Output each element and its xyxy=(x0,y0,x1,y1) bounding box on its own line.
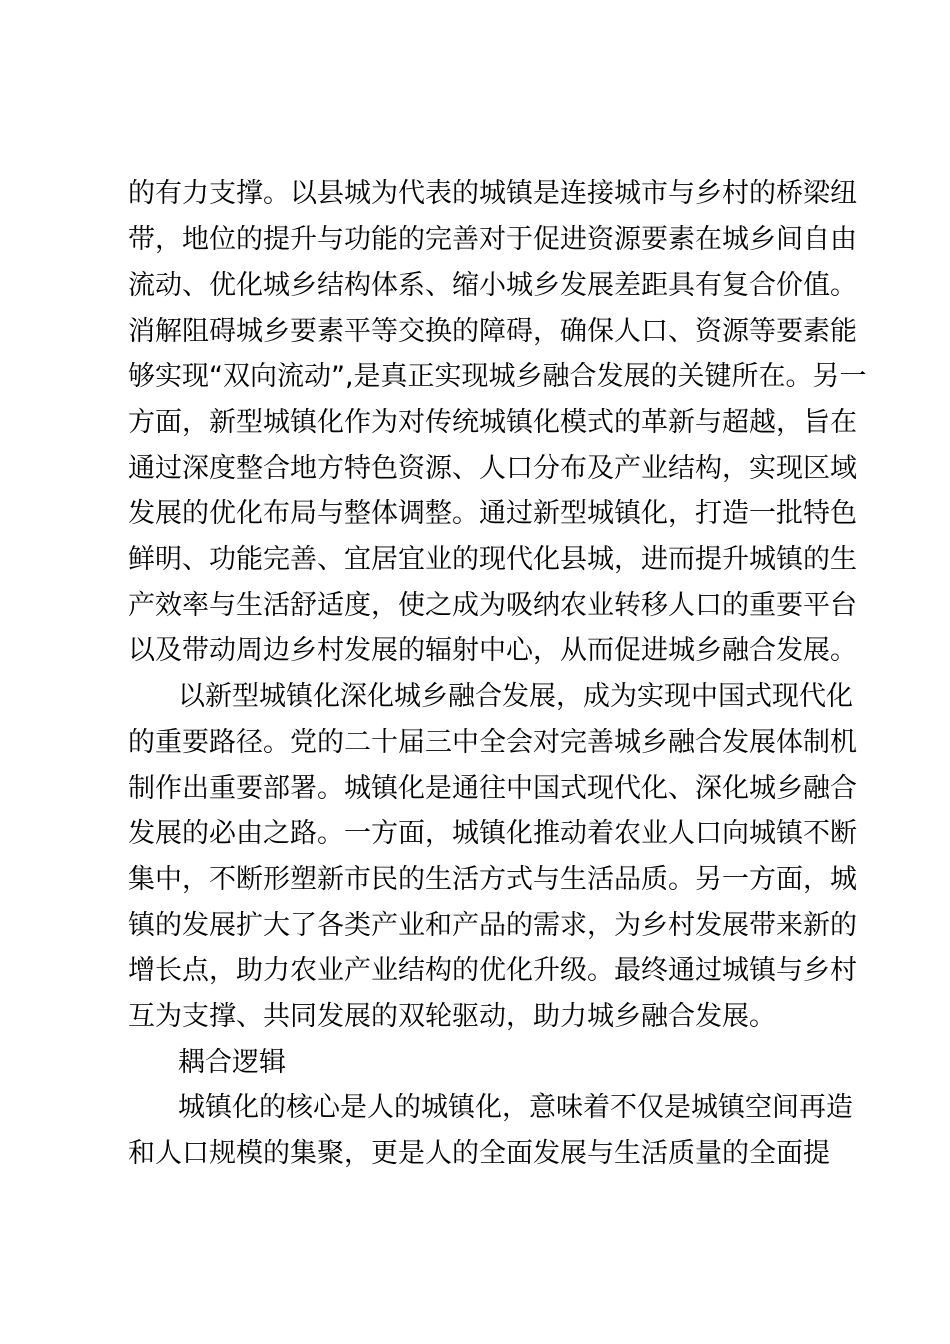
text-line: 消解阻碍城乡要素平等交换的障碍，确保人口、资源等要素能 xyxy=(128,316,857,347)
text-line: 制作出重要部署。城镇化是通往中国式现代化、深化城乡融合 xyxy=(128,773,857,804)
text-line: 带，地位的提升与功能的完善对于促进资源要素在城乡间自由 xyxy=(128,224,857,255)
text-line: 镇的发展扩大了各类产业和产品的需求，为乡村发展带来新的 xyxy=(128,910,857,941)
paragraph-first-line: 城镇化的核心是人的城镇化，意味着不仅是城镇空间再造 xyxy=(178,1092,853,1123)
text-line: 发展的必由之路。一方面，城镇化推动着农业人口向城镇不断 xyxy=(128,818,857,849)
paragraph-first-line: 以新型城镇化深化城乡融合发展，成为实现中国式现代化 xyxy=(178,681,853,712)
text-line: 互为支撑、共同发展的双轮驱动，助力城乡融合发展。 xyxy=(128,1001,776,1032)
text-line: 的重要路径。党的二十届三中全会对完善城乡融合发展体制机 xyxy=(128,727,857,758)
text-line: 以及带动周边乡村发展的辐射中心，从而促进城乡融合发展。 xyxy=(128,635,857,666)
text-line: 通过深度整合地方特色资源、人口分布及产业结构，实现区域 xyxy=(128,453,857,484)
text-line: 和人口规模的集聚，更是人的全面发展与生活质量的全面提 xyxy=(128,1138,830,1169)
text-line: 鲜明、功能完善、宜居宜业的现代化县城，进而提升城镇的生 xyxy=(128,544,857,575)
text-line: 流动、优化城乡结构体系、缩小城乡发展差距具有复合价值。 xyxy=(128,270,857,301)
text-line: 产效率与生活舒适度，使之成为吸纳农业转移人口的重要平台 xyxy=(128,590,857,621)
text-line: 方面，新型城镇化作为对传统城镇化模式的革新与超越，旨在 xyxy=(128,407,857,438)
section-heading: 耦合逻辑 xyxy=(178,1047,286,1078)
text-line: 增长点，助力农业产业结构的优化升级。最终通过城镇与乡村 xyxy=(128,955,857,986)
text-line: 的有力支撑。以县城为代表的城镇是连接城市与乡村的桥梁纽 xyxy=(128,178,857,209)
text-line: 发展的优化布局与整体调整。通过新型城镇化，打造一批特色 xyxy=(128,498,857,529)
text-line: 集中，不断形塑新市民的生活方式与生活品质。另一方面，城 xyxy=(128,864,857,895)
text-line: 够实现“双向流动”,是真正实现城乡融合发展的关键所在。另一 xyxy=(128,361,867,392)
